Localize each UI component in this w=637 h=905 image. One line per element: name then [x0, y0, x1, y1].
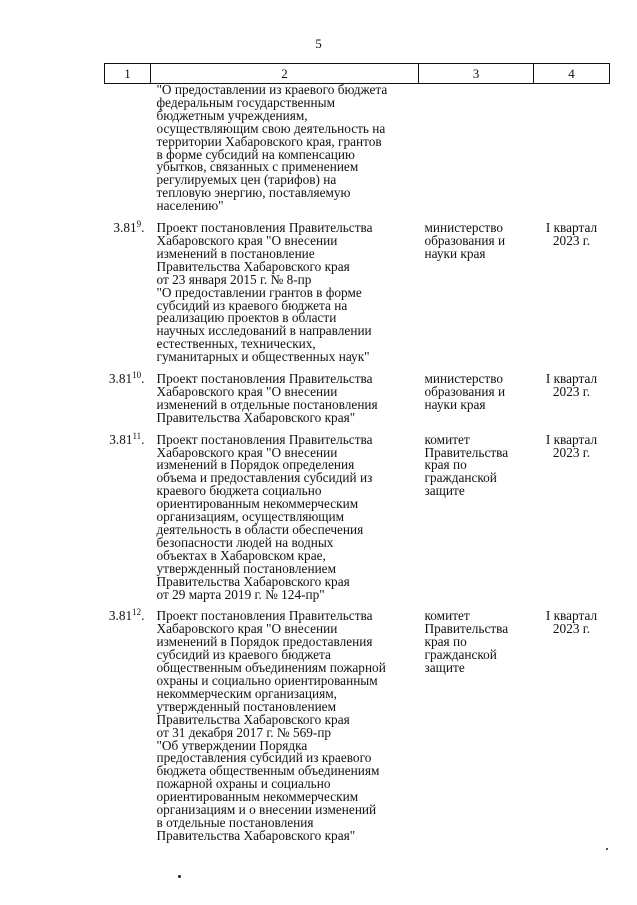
text-line: убытков, связанных с применением: [156, 159, 359, 175]
row-term-cell: [534, 222, 610, 364]
text-line: Правительства Хабаровского края": [156, 827, 356, 843]
responsible-line: гражданской: [424, 470, 497, 486]
responsible-line: комитет: [424, 431, 470, 447]
row-text-cell: [151, 610, 419, 842]
text-line: населению": [156, 198, 224, 214]
text-line: научных исследований в направлении: [156, 323, 372, 339]
item-number: 3.81: [108, 371, 133, 387]
row-responsible-cell: [419, 84, 534, 214]
text-line: объема и предоставления субсидий из: [156, 470, 373, 486]
row-text-cell: [151, 431, 419, 602]
row-responsible-cell: [419, 610, 534, 842]
row-text-cell: [151, 373, 419, 425]
text-line: от 23 января 2015 г. № 8-пр: [156, 271, 312, 287]
item-number-superscript: 10: [132, 370, 142, 381]
text-line: охраны и социально ориентированным: [156, 672, 378, 688]
item-number: 3.81: [109, 431, 133, 447]
responsible-line: края по: [424, 457, 467, 473]
responsible-line: образования и: [424, 232, 506, 248]
text-line: субсидий из краевого бюджета: [156, 647, 331, 663]
row-responsible-cell: [419, 373, 534, 425]
column-header-term: 4: [534, 64, 610, 84]
text-line: Правительства Хабаровского края": [156, 409, 356, 425]
text-line: от 31 декабря 2017 г. № 569-пр: [156, 724, 332, 740]
row-term-cell: [534, 610, 610, 842]
row-number-cell: 3.81$^{11}$.: [109, 430, 145, 447]
responsible-line: науки края: [424, 245, 486, 261]
text-line: утвержденный постановлением: [156, 698, 336, 714]
text-line: бюджетным учреждениям,: [156, 107, 308, 123]
text-line: пожарной охраны и социально: [156, 776, 331, 792]
term-line: 2023 г.: [552, 444, 591, 460]
column-header-number: 1: [105, 64, 151, 84]
text-line: регулируемых цен (тарифов) на: [156, 172, 337, 188]
row-term-cell: [534, 431, 610, 602]
term-line: 2023 г.: [552, 232, 591, 248]
scan-speck: [606, 848, 608, 850]
responsible-line: Правительства: [424, 444, 509, 460]
text-line: осуществляющим свою деятельность на: [156, 120, 386, 136]
text-line: изменений в постановление: [156, 245, 315, 261]
term-line: 2023 г.: [552, 383, 591, 399]
row-number-cell: 3.81$^{10}$.: [108, 370, 145, 387]
table-header-row: [105, 64, 610, 84]
term-line: I квартал: [545, 371, 598, 387]
responsible-line: науки края: [424, 396, 486, 412]
text-line: некоммерческим организациям,: [156, 685, 338, 701]
text-line: ориентированным некоммерческим: [156, 789, 359, 805]
responsible-line: министерство: [424, 220, 504, 236]
row-text-cell: [151, 84, 419, 214]
text-line: Проект постановления Правительства: [156, 220, 373, 236]
text-line: Правительства Хабаровского края: [156, 258, 350, 274]
term-line: I квартал: [545, 608, 598, 624]
table-row: [105, 222, 610, 364]
responsible-line: защите: [424, 483, 465, 499]
item-number: 3.81: [113, 220, 137, 236]
text-line: от 29 марта 2019 г. № 124-пр": [156, 586, 325, 602]
text-line: общественным объединениям пожарной: [156, 660, 386, 676]
text-line: "О предоставлении из краевого бюджета: [156, 82, 388, 97]
text-line: гуманитарных и общественных наук": [156, 349, 370, 365]
text-line: тепловую энергию, поставляемую: [156, 185, 351, 201]
text-line: территории Хабаровского края, грантов: [156, 133, 382, 149]
term-line: 2023 г.: [552, 621, 591, 637]
text-line: Хабаровского края "О внесении: [156, 444, 338, 460]
plan-table: [104, 63, 610, 843]
row-text-cell: [151, 222, 419, 364]
table-row-continuation: [105, 84, 610, 214]
text-line: Правительства Хабаровского края: [156, 573, 350, 589]
text-line: Правительства Хабаровского края: [156, 711, 350, 727]
table-row: [105, 610, 610, 842]
term-line: I квартал: [545, 220, 598, 236]
text-line: безопасности людей на водных: [156, 534, 334, 550]
text-line: ориентированным некоммерческим: [156, 496, 359, 512]
text-line: организациям, осуществляющим: [156, 509, 345, 525]
text-line: реализацию проектов в области: [156, 310, 337, 326]
text-line: изменений в отдельные постановления: [156, 396, 378, 412]
row-responsible-cell: [419, 222, 534, 364]
row-term-cell: [534, 84, 610, 214]
item-number: 3.81: [108, 608, 133, 624]
item-number-superscript: 12: [132, 607, 142, 618]
item-number-superscript: 11: [132, 430, 142, 441]
row-term-cell: [534, 373, 610, 425]
text-line: изменений в Порядок определения: [156, 457, 355, 473]
row-number-cell: 3.81$^9$.: [113, 219, 145, 236]
responsible-line: гражданской: [424, 647, 497, 663]
text-line: федеральным государственным: [156, 94, 336, 110]
text-line: Хабаровского края "О внесении: [156, 621, 338, 637]
text-line: естественных, технических,: [156, 336, 316, 352]
text-line: деятельность в области обеспечения: [156, 522, 364, 537]
text-line: Проект постановления Правительства: [156, 608, 373, 624]
responsible-line: Правительства: [424, 621, 509, 637]
text-line: "О предоставлении грантов в форме: [156, 284, 362, 300]
text-line: Хабаровского края "О внесении: [156, 232, 338, 248]
text-line: в отдельные постановления: [156, 814, 314, 830]
responsible-line: комитет: [424, 608, 470, 624]
responsible-line: образования и: [424, 383, 506, 399]
page-number: 5: [315, 36, 322, 51]
item-number-superscript: 9: [136, 219, 142, 230]
column-header-responsible: 3: [419, 64, 534, 84]
text-line: Хабаровского края "О внесении: [156, 383, 338, 399]
responsible-line: края по: [424, 634, 467, 650]
text-line: бюджета общественным объединениям: [156, 763, 380, 779]
table-row: [105, 434, 610, 602]
responsible-line: защите: [424, 660, 465, 676]
row-number-cell: 3.81$^{12}$.: [108, 607, 145, 624]
text-line: изменений в Порядок предоставления: [156, 634, 373, 650]
responsible-line: министерство: [424, 371, 504, 387]
text-line: организациям и о внесении изменений: [156, 802, 377, 818]
text-line: объектах в Хабаровском крае,: [156, 547, 326, 563]
text-line: предоставления субсидий из краевого: [156, 750, 372, 766]
row-responsible-cell: [419, 431, 534, 602]
scan-speck: [178, 875, 181, 878]
row-number-cell: [105, 84, 151, 214]
table-row: [105, 373, 610, 425]
text-line: Проект постановления Правительства: [156, 371, 373, 387]
text-line: субсидий из краевого бюджета на: [156, 297, 348, 313]
text-line: утвержденный постановлением: [156, 560, 336, 576]
text-line: краевого бюджета социально: [156, 483, 322, 499]
text-line: "Об утверждении Порядка: [156, 737, 308, 753]
column-header-name: 2: [151, 64, 419, 84]
term-line: I квартал: [545, 431, 598, 447]
text-line: в форме субсидий на компенсацию: [156, 146, 355, 162]
text-line: Проект постановления Правительства: [156, 431, 373, 447]
